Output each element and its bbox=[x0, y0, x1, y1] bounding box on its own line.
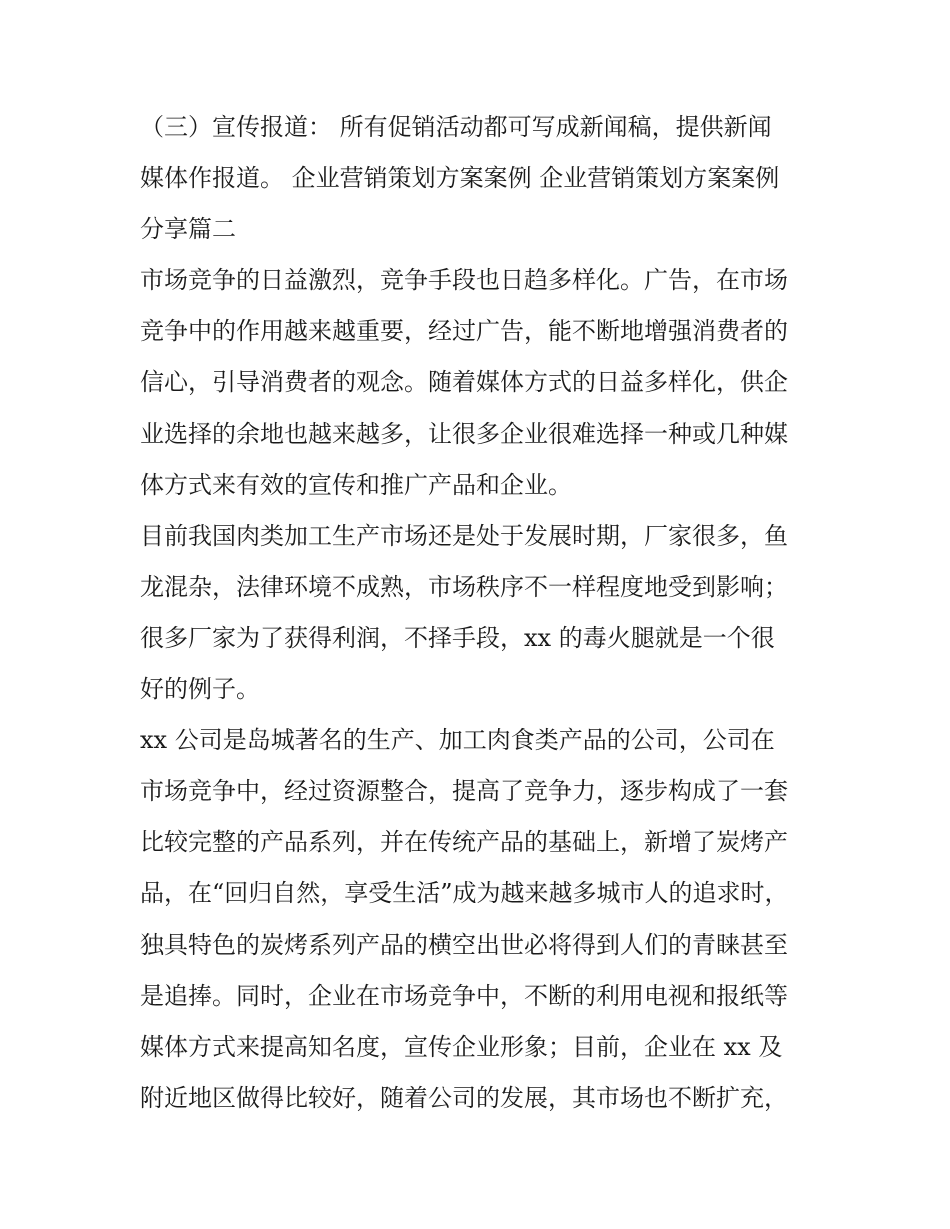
text-line: （三）宣传报道： 所有促销活动都可写成新闻稿，提供新闻 bbox=[140, 113, 772, 141]
text-line: 分享篇二 bbox=[140, 215, 236, 244]
document-body bbox=[140, 102, 820, 1124]
text-line: 市场竞争的日益激烈，竞争手段也日趋多样化。广告，在市场 bbox=[140, 266, 788, 295]
text-line: 龙混杂，法律环境不成熟，市场秩序不一样程度地受到影响； bbox=[140, 572, 788, 601]
text-line: 体方式来有效的宣传和推广产品和企业。 bbox=[140, 470, 572, 499]
text-line: 比较完整的产品系列，并在传统产品的基础上，新增了炭烤产 bbox=[140, 828, 788, 857]
text-line: 市场竞争中，经过资源整合，提高了竞争力，逐步构成了一套 bbox=[140, 777, 788, 806]
text-line: xx 公司是岛城著名的生产、加工肉食类产品的公司，公司在 bbox=[140, 726, 775, 755]
text-line: 媒体方式来提高知名度，宣传企业形象；目前，企业在 xx 及 bbox=[140, 1032, 783, 1061]
text-line: 目前我国肉类加工生产市场还是处于发展时期，厂家很多，鱼 bbox=[140, 521, 788, 550]
text-line: 独具特色的炭烤系列产品的横空出世必将得到人们的青睐甚至 bbox=[140, 930, 788, 959]
text-line: 品，在“回归自然，享受生活”成为越来越多城市人的追求时， bbox=[140, 879, 789, 908]
text-line: 业选择的余地也越来越多，让很多企业很难选择一种或几种媒 bbox=[140, 419, 788, 448]
text-line: 信心，引导消费者的观念。随着媒体方式的日益多样化，供企 bbox=[140, 368, 788, 397]
text-line: 附近地区做得比较好，随着公司的发展，其市场也不断扩充， bbox=[140, 1083, 788, 1112]
text-line: 是追捧。同时，企业在市场竞争中，不断的利用电视和报纸等 bbox=[140, 981, 788, 1010]
text-line: 好的例子。 bbox=[140, 675, 260, 704]
text-line: 竞争中的作用越来越重要，经过广告，能不断地增强消费者的 bbox=[140, 317, 788, 346]
text-line: 很多厂家为了获得利润，不择手段，xx 的毒火腿就是一个很 bbox=[140, 623, 775, 652]
text-line: 媒体作报道。 企业营销策划方案案例 企业营销策划方案案例 bbox=[140, 164, 780, 193]
